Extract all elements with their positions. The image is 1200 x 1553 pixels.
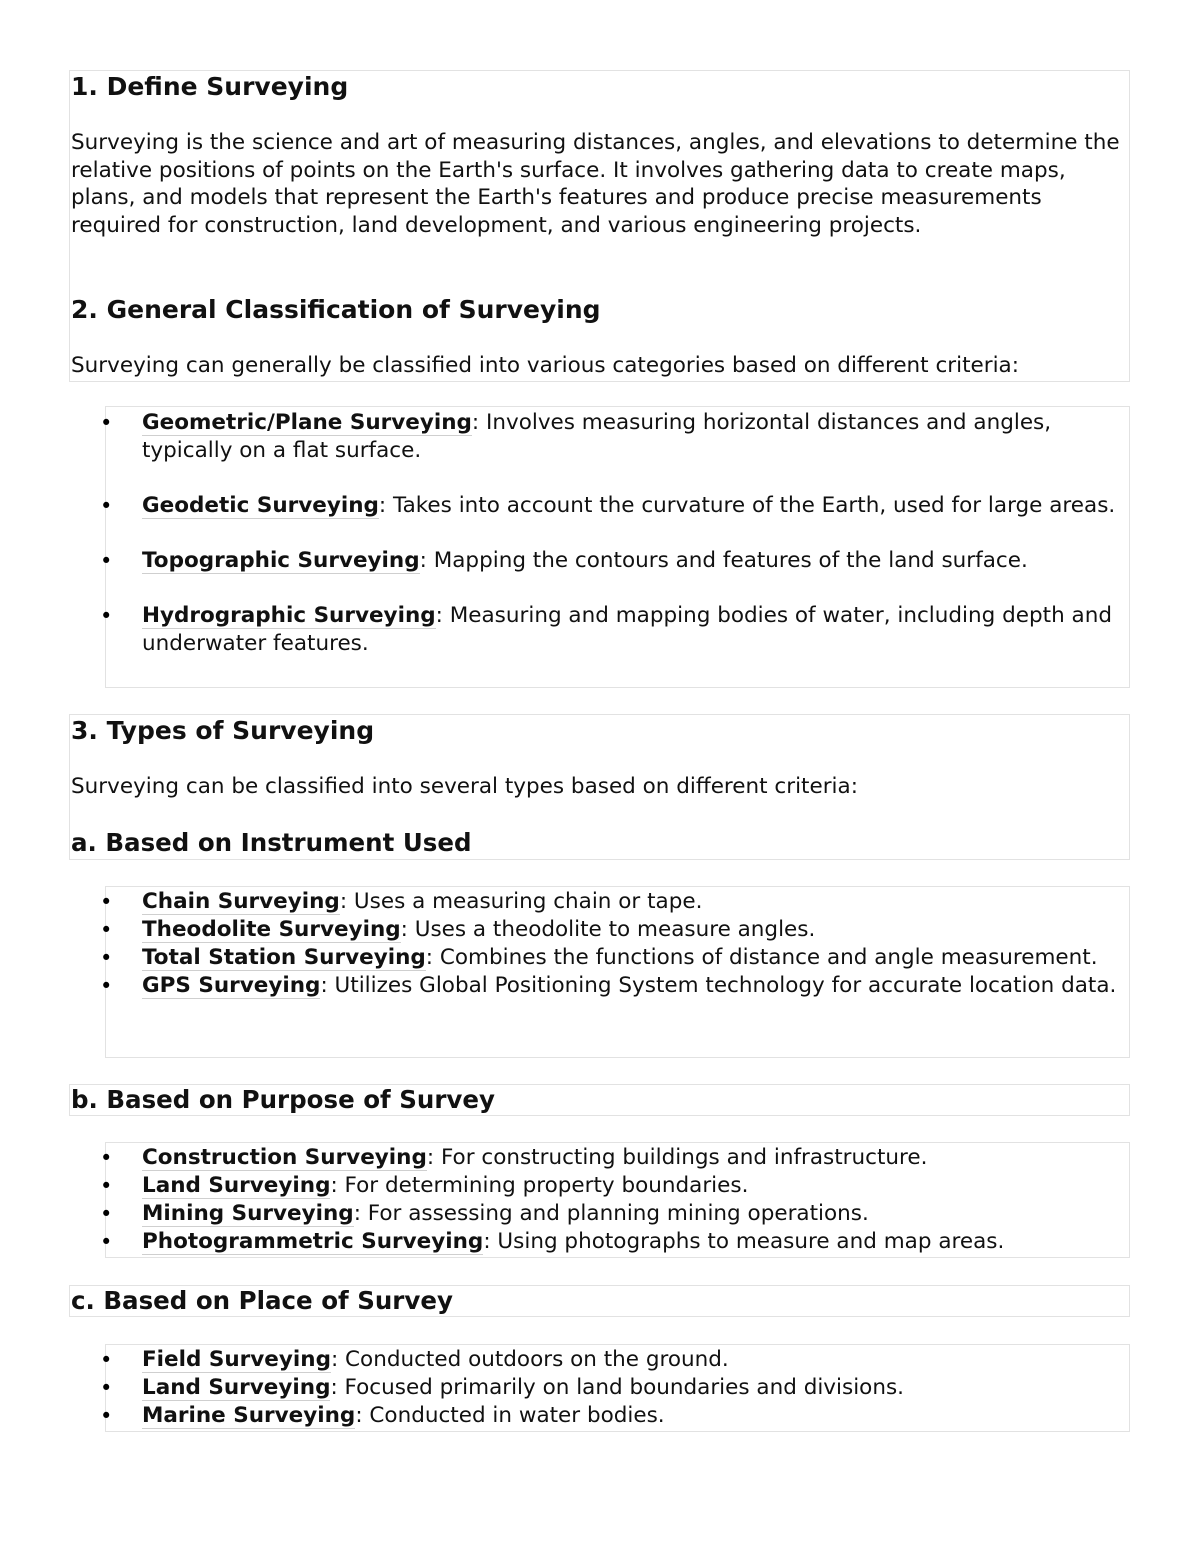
list-item-desc: : Utilizes Global Positioning System technology for accurate location data. xyxy=(320,973,1117,998)
list-item-desc: : Focused primarily on land boundaries and divisions. xyxy=(330,1375,904,1400)
purpose-list xyxy=(100,1144,1128,1256)
list-item-desc: : For assessing and planning mining operations. xyxy=(353,1201,869,1226)
place-list xyxy=(100,1346,1128,1430)
list-item-term: Hydrographic Surveying xyxy=(142,603,436,628)
list-item xyxy=(100,1374,1128,1402)
section-2-intro: Surveying can generally be classified into various categories based on different criteria: xyxy=(71,353,1019,378)
section-3-intro: Surveying can be classified into several types based on different criteria: xyxy=(71,774,858,799)
list-item xyxy=(100,1402,1128,1430)
list-item-term: Theodolite Surveying xyxy=(142,917,401,942)
list-item-term: Land Surveying xyxy=(142,1375,331,1400)
list-item-desc: : Involves measuring horizontal distances and angles, typically on a flat surface. xyxy=(142,410,1052,463)
list-item-desc: : For determining property boundaries. xyxy=(330,1173,749,1198)
list-item-desc: : For constructing buildings and infrastructure. xyxy=(426,1145,928,1170)
section-2-heading: 2. General Classification of Surveying xyxy=(71,295,601,324)
subsection-b-heading: b. Based on Purpose of Survey xyxy=(71,1085,495,1114)
list-item xyxy=(100,547,1128,575)
list-item-term: Topographic Surveying xyxy=(142,548,420,573)
list-item-desc: : Uses a theodolite to measure angles. xyxy=(400,917,816,942)
section-3-heading: 3. Types of Surveying xyxy=(71,716,375,745)
list-item-desc: : Conducted outdoors on the ground. xyxy=(330,1347,729,1372)
section-1-heading: 1. Define Surveying xyxy=(71,72,349,101)
list-item xyxy=(100,1346,1128,1374)
list-item xyxy=(100,602,1128,658)
list-item-term: Land Surveying xyxy=(142,1173,331,1198)
list-item xyxy=(100,409,1128,465)
list-item-term: Photogrammetric Surveying xyxy=(142,1229,484,1254)
list-item-desc: : Using photographs to measure and map areas. xyxy=(483,1229,1005,1254)
list-item xyxy=(100,1172,1128,1200)
list-item-term: Construction Surveying xyxy=(142,1145,427,1170)
list-item xyxy=(100,1144,1128,1172)
list-item-term: Geometric/Plane Surveying xyxy=(142,410,472,435)
list-item xyxy=(100,888,1128,916)
list-item-term: Field Surveying xyxy=(142,1347,331,1372)
subsection-c-heading: c. Based on Place of Survey xyxy=(71,1286,453,1315)
list-item xyxy=(100,1228,1128,1256)
list-item xyxy=(100,972,1128,1000)
list-item-desc: : Conducted in water bodies. xyxy=(355,1403,665,1428)
subsection-a-heading: a. Based on Instrument Used xyxy=(71,828,472,857)
list-item-desc: : Takes into account the curvature of the Earth, used for large areas. xyxy=(378,493,1116,518)
list-item-desc: : Mapping the contours and features of the land surface. xyxy=(419,548,1028,573)
list-item xyxy=(100,492,1128,520)
instrument-list xyxy=(100,888,1128,1000)
list-item-term: Marine Surveying xyxy=(142,1403,356,1428)
classification-list xyxy=(100,409,1128,658)
list-item-desc: : Uses a measuring chain or tape. xyxy=(339,889,703,914)
list-item xyxy=(100,1200,1128,1228)
list-item-term: Geodetic Surveying xyxy=(142,493,379,518)
list-item-term: GPS Surveying xyxy=(142,973,321,998)
list-item-term: Total Station Surveying xyxy=(142,945,426,970)
list-item-term: Chain Surveying xyxy=(142,889,340,914)
list-item-term: Mining Surveying xyxy=(142,1201,354,1226)
list-item-desc: : Combines the functions of distance and angle measurement. xyxy=(425,945,1098,970)
section-1-body: Surveying is the science and art of measuring distances, angles, and elevations to determine the relative positions of points on the Earth's surface. It involves gathering data to create maps, plans, and models that represent the Earth's features and produce precise measurements required for construction, land development, and various engineering projects. xyxy=(71,130,1120,238)
list-item-desc: : Measuring and mapping bodies of water, including depth and underwater features. xyxy=(142,603,1112,656)
list-item xyxy=(100,944,1128,972)
list-item xyxy=(100,916,1128,944)
